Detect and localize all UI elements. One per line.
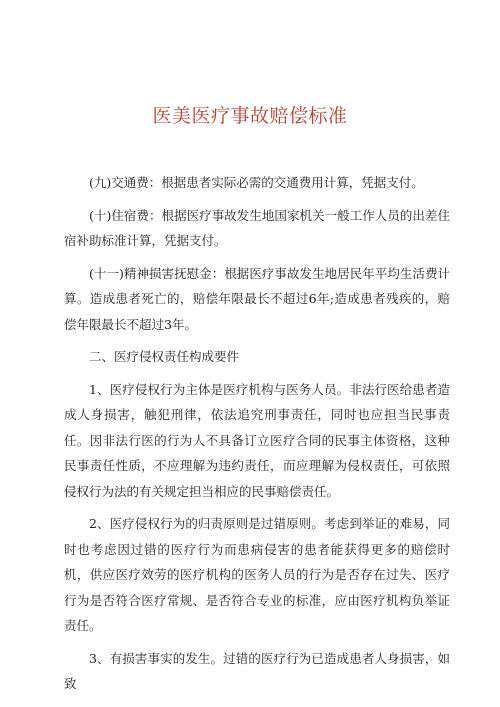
paragraph-transport-fee: (九)交通费：根据患者实际必需的交通费用计算，凭据支付。 — [89, 175, 424, 190]
paragraph-subject: 1、医疗侵权行为主体是医疗机构与医务人员。非法行医给患者造成人身损害，触犯刑律，依法追究刑事责任，同时也应担当民事责任。因非法行医的行为人不具备订立医疗合同的民事主体资格，这种民事责任性质，不应理解为违约责任，而应理解为侵权责任，可依照侵权行为法的有关规定担当相应的民事赔偿责任。 — [64, 381, 450, 499]
document-title: 医美医疗事故赔偿标准 — [152, 105, 348, 127]
paragraph-mental-damage: (十一)精神损害抚慰金：根据医疗事故发生地居民年平均生活费计算。造成患者死亡的，赔偿年限最长不超过6年;造成患者残疾的，赔偿年限最长不超过3年。 — [64, 265, 450, 332]
paragraph-damage-fact: 3、有损害事实的发生。过错的医疗行为已造成患者人身损害，如致 — [64, 650, 450, 691]
paragraph-fault-principle: 2、医疗侵权行为的归责原则是过错原则。考虑到举证的难易，同时也考虑因过错的医疗行为而患病侵害的患者能获得更多的赔偿时机，供应医疗效劳的医疗机构的医务人员的行为是否存在过失、医疗行为是否符合医疗常规、是否符合专业的标准，应由医疗机构负举证责任。 — [64, 516, 450, 633]
paragraph-accommodation-fee: (十)住宿费：根据医疗事故发生地国家机关一般工作人员的出差住宿补助标准计算，凭据支付。 — [64, 207, 450, 248]
document-body — [64, 170, 450, 704]
section-heading-liability-elements: 二、医疗侵权责任构成要件 — [89, 349, 240, 364]
